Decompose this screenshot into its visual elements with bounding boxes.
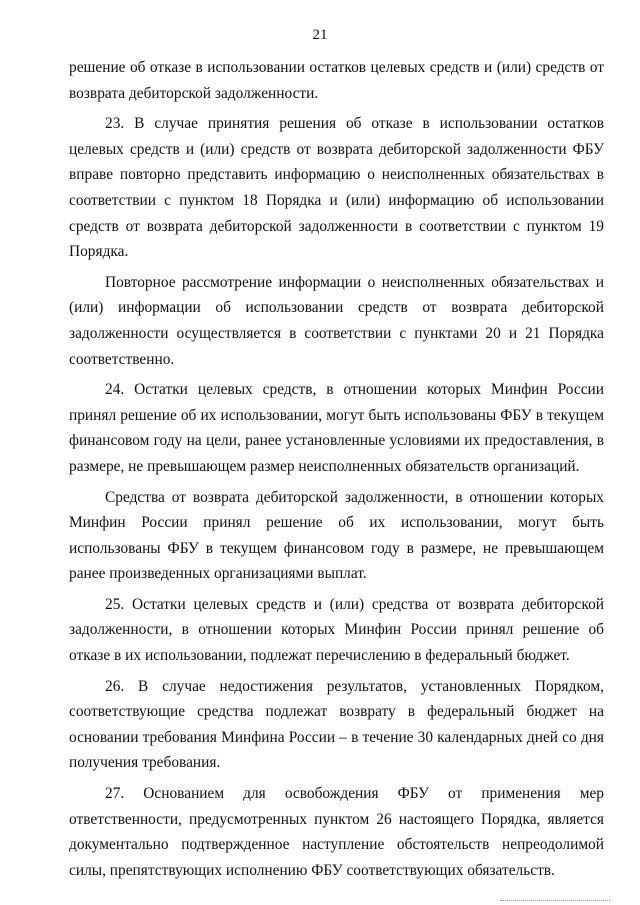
page-number: 21 [312,27,328,43]
paragraph-item-25: 25. Остатки целевых средств и (или) средства от возврата дебиторской задолженности, в отношении которых Минфин России принял решение об отказе в их использовании, подлежат перечислению в федеральный бюджет. [69,595,604,665]
scan-artifact-line [500,899,610,901]
paragraph-item-23: 23. В случае принятия решения об отказе в использовании остатков целевых средств и (или) средств от возврата дебиторской задолженности ФБУ вправе повторно представить информацию о неисполненных обязательствах в соответствии с пунктом 18 Порядка и (или) информацию об использовании средств от возврата дебиторской задолженности в соответствии с пунктом 19 Порядка. [69,115,604,261]
paragraph-receivables: Средства от возврата дебиторской задолженности, в отношении которых Минфин России принял решение об их использовании, могут быть использованы ФБУ в текущем финансовом году в размере, не превышающем ранее произведенных организациями выплат. [69,488,604,583]
paragraph-repeat-review: Повторное рассмотрение информации о неисполненных обязательствах и (или) информации об использовании средств от возврата дебиторской задолженности осуществляется в соответствии с пунктами 20 и 21 Порядка соответственно. [69,273,604,368]
paragraph-item-27: 27. Основанием для освобождения ФБУ от применения мер ответственности, предусмотренных пунктом 26 настоящего Порядка, является документально подтвержденное наступление обстоятельств непреодолимой силы, препятствующих исполнению ФБУ соответствующих обязательств. [69,785,604,879]
paragraph-item-24: 24. Остатки целевых средств, в отношении которых Минфин России принял решение об их использовании, могут быть использованы ФБУ в текущем финансовом году на цели, ранее установленные условиями их предоставления, в размере, не превышающем размер неисполненных обязательств организаций. [69,381,604,475]
paragraph-continuation: решение об отказе в использовании остатков целевых средств и (или) средств от возврата дебиторской задолженности. [69,59,604,102]
document-body [69,55,604,888]
paragraph-item-26: 26. В случае недостижения результатов, установленных Порядком, соответствующие средства подлежат возврату в федеральный бюджет на основании требования Минфина России – в течение 30 календарных дней со дня получения требования. [69,677,604,772]
